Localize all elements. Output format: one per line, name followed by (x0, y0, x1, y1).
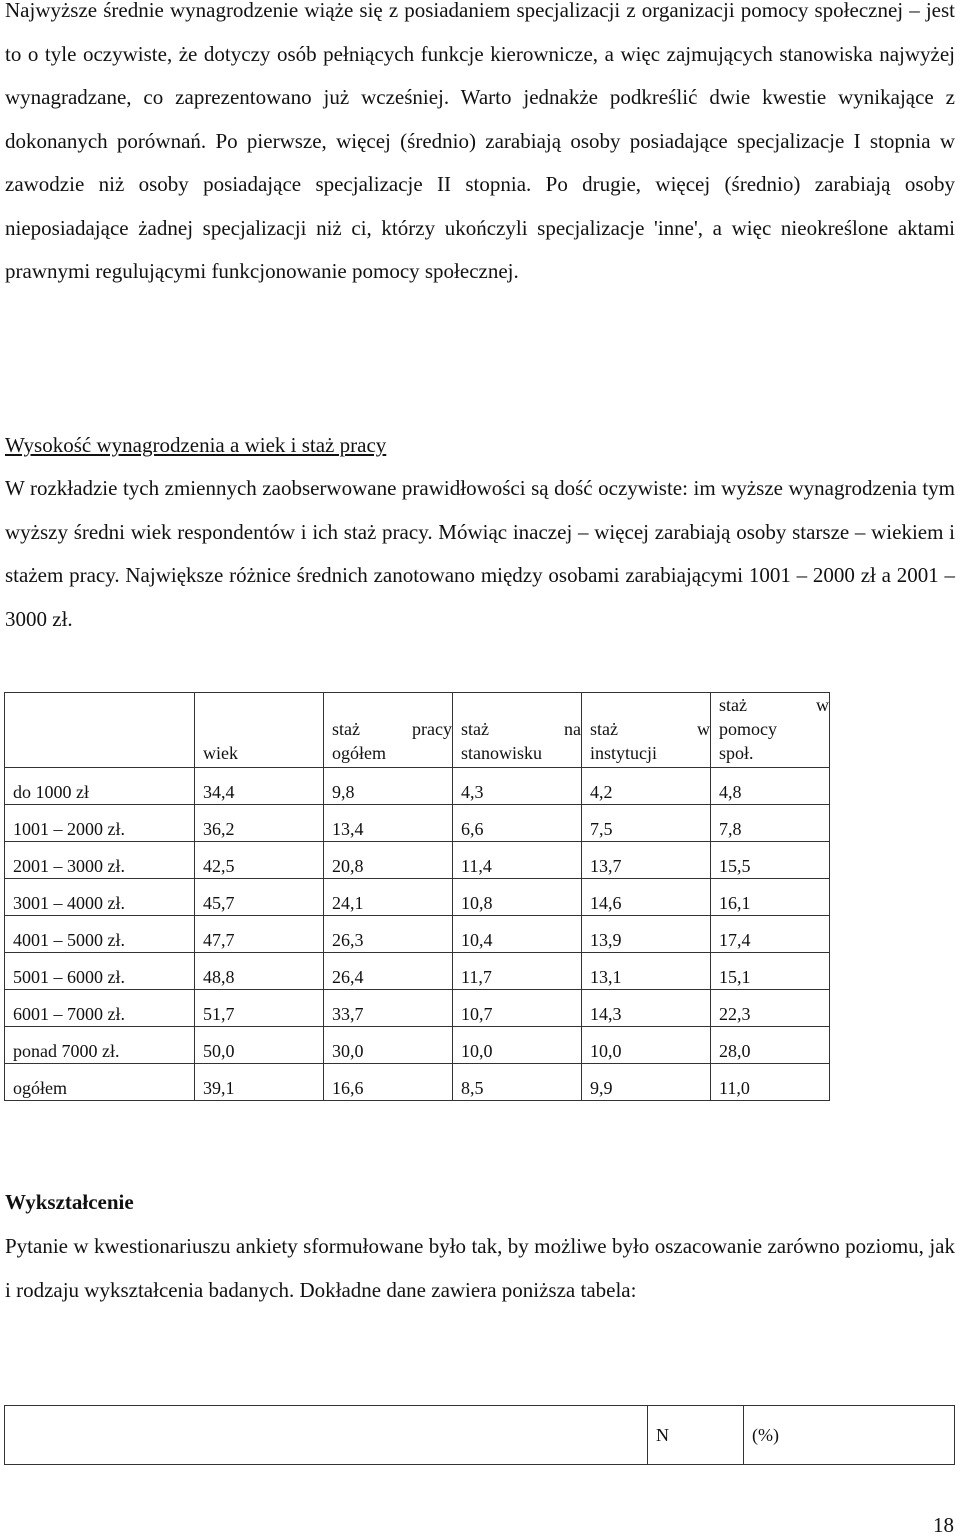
value-cell: 7,8 (711, 805, 830, 842)
table-row (5, 916, 830, 953)
table-header-row (5, 693, 830, 768)
table-row (5, 768, 830, 805)
value-cell: 24,1 (324, 879, 453, 916)
row-label-cell: ponad 7000 zł. (5, 1027, 195, 1064)
row-label-cell: 5001 – 6000 zł. (5, 953, 195, 990)
value-cell: 9,9 (582, 1064, 711, 1101)
value-cell: 30,0 (324, 1027, 453, 1064)
row-label-cell: 3001 – 4000 zł. (5, 879, 195, 916)
value-cell: 48,8 (195, 953, 324, 990)
table-row (5, 879, 830, 916)
table-row (5, 1064, 830, 1101)
value-cell: 17,4 (711, 916, 830, 953)
value-cell: 10,0 (582, 1027, 711, 1064)
header-percent: (%) (744, 1406, 955, 1465)
table-row (5, 953, 830, 990)
value-cell: 13,1 (582, 953, 711, 990)
row-label-cell: ogółem (5, 1064, 195, 1101)
value-cell: 34,4 (195, 768, 324, 805)
header-total-tenure: staż pracy ogółem (324, 693, 453, 768)
header-position-tenure: staż na stanowisku (453, 693, 582, 768)
value-cell: 6,6 (453, 805, 582, 842)
value-cell: 10,4 (453, 916, 582, 953)
value-cell: 50,0 (195, 1027, 324, 1064)
paragraph-specializations: Najwyższe średnie wynagrodzenie wiąże się z posiadaniem specjalizacji z organizacji pomocy społecznej – jest to o tyle oczywiste, że dotyczy osób pełniących funkcje kierownicze, a więc zajmujących stanowiska najwyżej wynagradzane, co zaprezentowano już wcześniej. Warto jednakże podkreślić dwie kwestie wynikające z dokonanych porównań. Po pierwsze, więcej (średnio) zarabiają osoby posiadające specjalizacje I stopnia w zawodzie niż osoby posiadające specjalizacje II stopnia. Po drugie, więcej (średnio) zarabiają osoby nieposiadające żadnej specjalizacji niż ci, którzy ukończyli specjalizacje 'inne', a więc nieokreślone aktami prawnymi regulującymi funkcjonowanie pomocy społecznej. (5, 0, 955, 283)
table-row (5, 805, 830, 842)
row-label-cell: do 1000 zł (5, 768, 195, 805)
row-label-cell: 6001 – 7000 zł. (5, 990, 195, 1027)
value-cell: 8,5 (453, 1064, 582, 1101)
education-table (4, 1405, 955, 1465)
header-institution-tenure: staż w instytucji (582, 693, 711, 768)
value-cell: 7,5 (582, 805, 711, 842)
value-cell: 4,3 (453, 768, 582, 805)
value-cell: 33,7 (324, 990, 453, 1027)
section-heading-salary-age: Wysokość wynagrodzenia a wiek i staż pracy (5, 433, 387, 457)
section-heading-education: Wykształcenie (5, 1190, 134, 1214)
value-cell: 51,7 (195, 990, 324, 1027)
paragraph-education: Pytanie w kwestionariuszu ankiety sformułowane było tak, by możliwe było oszacowanie zarówno poziomu, jak i rodzaju wykształcenia badanych. Dokładne dane zawiera poniższa tabela: (5, 1234, 955, 1302)
table-row (5, 842, 830, 879)
header-social-assistance-tenure: staż w pomocy społ. (711, 693, 830, 768)
value-cell: 10,7 (453, 990, 582, 1027)
value-cell: 20,8 (324, 842, 453, 879)
value-cell: 9,8 (324, 768, 453, 805)
header-n: N (648, 1406, 744, 1465)
value-cell: 42,5 (195, 842, 324, 879)
value-cell: 11,7 (453, 953, 582, 990)
education-label-cell (5, 1406, 648, 1465)
row-label-cell: 1001 – 2000 zł. (5, 805, 195, 842)
value-cell: 14,6 (582, 879, 711, 916)
value-cell: 11,4 (453, 842, 582, 879)
header-age: wiek (195, 693, 324, 768)
paragraph-age-tenure: W rozkładzie tych zmiennych zaobserwowane prawidłowości są dość oczywiste: im wyższe wynagrodzenia tym wyższy średni wiek respondentów i ich staż pracy. Mówiąc inaczej – więcej zarabiają osoby starsze – wiekiem i stażem pracy. Największe różnice średnich zanotowano między osobami zarabiającymi 1001 – 2000 zł a 2001 – 3000 zł. (5, 476, 955, 631)
salary-tenure-table (4, 692, 830, 1101)
value-cell: 13,9 (582, 916, 711, 953)
header-salary-range (5, 693, 195, 768)
value-cell: 26,4 (324, 953, 453, 990)
value-cell: 16,6 (324, 1064, 453, 1101)
table-row (5, 990, 830, 1027)
row-label-cell: 2001 – 3000 zł. (5, 842, 195, 879)
value-cell: 10,0 (453, 1027, 582, 1064)
value-cell: 28,0 (711, 1027, 830, 1064)
value-cell: 15,5 (711, 842, 830, 879)
value-cell: 11,0 (711, 1064, 830, 1101)
value-cell: 47,7 (195, 916, 324, 953)
value-cell: 10,8 (453, 879, 582, 916)
value-cell: 14,3 (582, 990, 711, 1027)
value-cell: 16,1 (711, 879, 830, 916)
value-cell: 15,1 (711, 953, 830, 990)
value-cell: 26,3 (324, 916, 453, 953)
row-label-cell: 4001 – 5000 zł. (5, 916, 195, 953)
value-cell: 4,2 (582, 768, 711, 805)
table-header-row (5, 1406, 955, 1465)
value-cell: 4,8 (711, 768, 830, 805)
value-cell: 13,7 (582, 842, 711, 879)
table-row (5, 1027, 830, 1064)
value-cell: 39,1 (195, 1064, 324, 1101)
value-cell: 45,7 (195, 879, 324, 916)
page-number: 18 (933, 1513, 954, 1537)
value-cell: 13,4 (324, 805, 453, 842)
value-cell: 36,2 (195, 805, 324, 842)
value-cell: 22,3 (711, 990, 830, 1027)
